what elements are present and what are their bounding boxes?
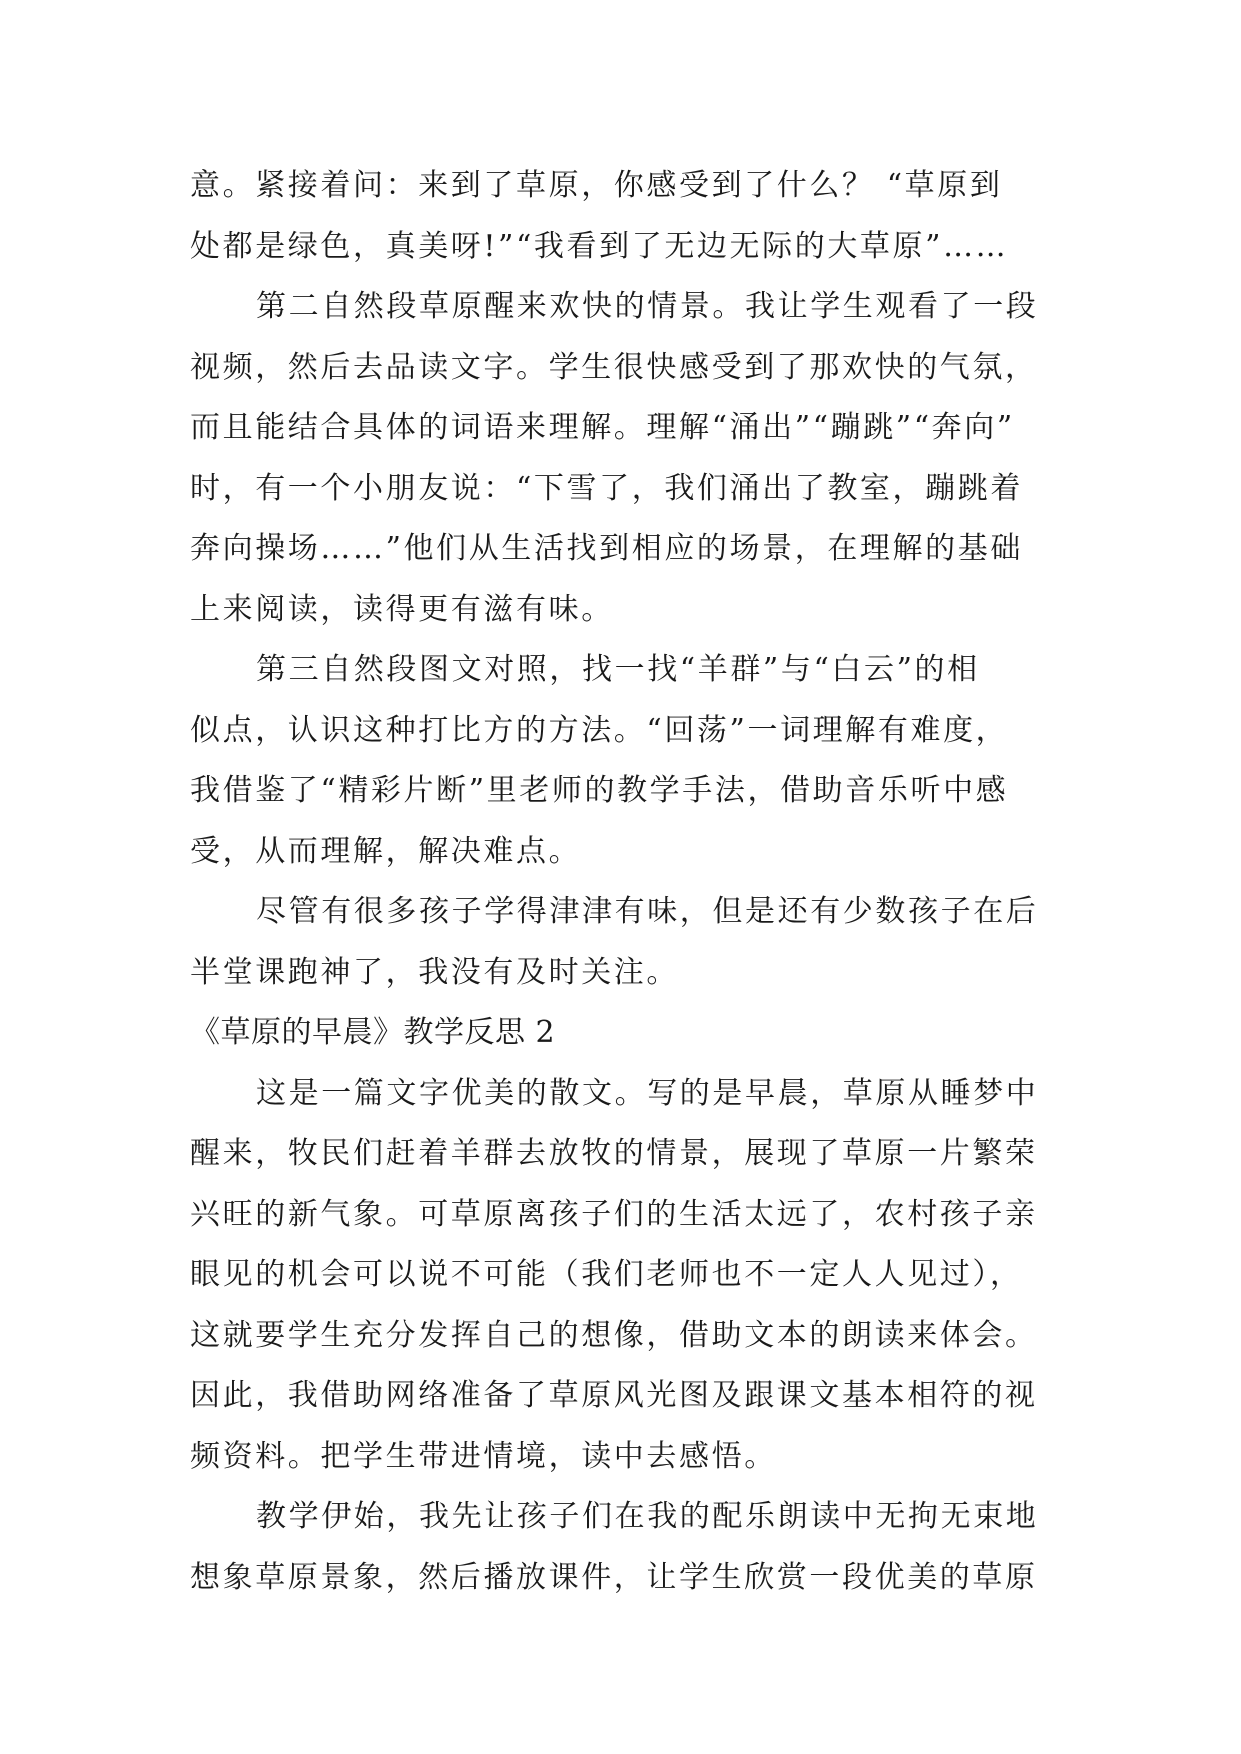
text-line: 眼见的机会可以说不可能（我们老师也不一定人人见过）， — [190, 1257, 1023, 1292]
text-line: 我借鉴了“精彩片断”里老师的教学手法，借助音乐听中感 — [190, 773, 1009, 808]
text-line: 似点，认识这种打比方的方法。“回荡”一词理解有难度， — [190, 712, 1009, 748]
text-line: 因此，我借助网络准备了草原风光图及跟课文基本相符的视 — [190, 1378, 1038, 1413]
paragraph-start-line: 第二自然段草原醒来欢快的情景。我让学生观看了一段 — [256, 289, 1039, 324]
text-line: 意。紧接着问：来到了草原，你感受到了什么？ “草原到 — [190, 168, 1003, 203]
text-line: 兴旺的新气象。可草原离孩子们的生活太远了，农村孩子亲 — [190, 1196, 1038, 1232]
text-line: 视频，然后去品读文字。学生很快感受到了那欢快的气氛， — [190, 349, 1038, 385]
body-text — [190, 156, 1060, 1608]
text-line: 奔向操场……”他们从生活找到相应的场景，在理解的基础 — [190, 531, 1023, 566]
text-line: 醒来，牧民们赶着羊群去放牧的情景，展现了草原一片繁荣 — [190, 1136, 1038, 1171]
text-line: 受，从而理解，解决难点。 — [190, 833, 582, 869]
paragraph-start-line: 尽管有很多孩子学得津津有味，但是还有少数孩子在后 — [256, 894, 1039, 929]
paragraph-start-line: 教学伊始，我先让孩子们在我的配乐朗读中无拘无束地 — [256, 1499, 1039, 1534]
text-line: 想象草原景象，然后播放课件，让学生欣赏一段优美的草原 — [190, 1559, 1038, 1595]
paragraph-start-line: 第三自然段图文对照，找一找“羊群”与“白云”的相 — [256, 652, 980, 687]
text-line: 上来阅读，读得更有滋有味。 — [190, 591, 614, 627]
text-line: 时，有一个小朋友说：“下雪了，我们涌出了教室，蹦跳着 — [190, 470, 1023, 506]
text-line: 半堂课跑神了，我没有及时关注。 — [190, 954, 679, 990]
paragraph-start-line: 这是一篇文字优美的散文。写的是早晨，草原从睡梦中 — [256, 1075, 1039, 1111]
section-heading: 《草原的早晨》教学反思 2 — [190, 1015, 556, 1050]
text-line: 处都是绿色，真美呀!”“我看到了无边无际的大草原”…… — [190, 228, 1009, 264]
text-line: 这就要学生充分发挥自己的想像，借助文本的朗读来体会。 — [190, 1317, 1038, 1353]
text-line: 频资料。把学生带进情境，读中去感悟。 — [190, 1438, 777, 1474]
text-line: 而且能结合具体的词语来理解。理解“涌出”“蹦跳”“奔向” — [190, 410, 1015, 445]
